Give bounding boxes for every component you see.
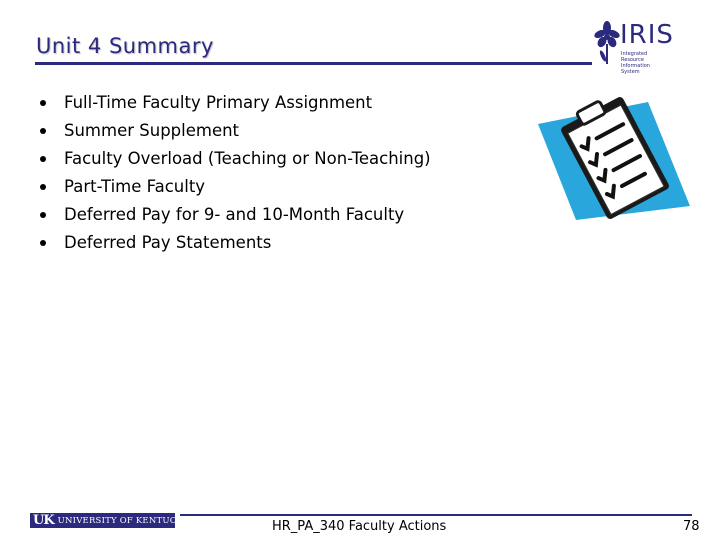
university-name: UNIVERSITY OF KENTUCKY: [57, 515, 189, 526]
list-item: [40, 145, 431, 173]
bullet-dot-icon: [40, 156, 46, 162]
list-item: [40, 117, 431, 145]
iris-logo-subtitle: Integrated Resource Information System: [621, 51, 650, 75]
list-item: [40, 229, 431, 257]
list-item-text: Full-Time Faculty Primary Assignment: [64, 93, 373, 112]
footer-rule: [180, 514, 692, 516]
slide-title: Unit 4 Summary: [36, 34, 214, 58]
bullet-dot-icon: [40, 184, 46, 190]
bullet-dot-icon: [40, 240, 46, 246]
university-logo: [30, 513, 189, 528]
list-item-text: Faculty Overload (Teaching or Non-Teaching): [64, 149, 431, 168]
list-item-text: Part-Time Faculty: [64, 177, 206, 196]
iris-logo: [592, 18, 674, 75]
title-underline: [35, 62, 592, 65]
list-item-text: Deferred Pay Statements: [64, 233, 272, 252]
list-item-text: Deferred Pay for 9- and 10-Month Faculty: [64, 205, 405, 224]
list-item: [40, 89, 431, 117]
list-item-text: Summer Supplement: [64, 121, 240, 140]
bullet-list: [40, 89, 431, 257]
bullet-dot-icon: [40, 212, 46, 218]
footer-course-title: HR_PA_340 Faculty Actions: [272, 519, 447, 534]
bullet-dot-icon: [40, 128, 46, 134]
university-mark: UK: [33, 513, 54, 528]
iris-flower-icon: [592, 18, 622, 68]
bullet-dot-icon: [40, 100, 46, 106]
page-number: 78: [683, 519, 700, 534]
clipboard-checklist-icon: [530, 96, 692, 222]
list-item: [40, 201, 431, 229]
list-item: [40, 173, 431, 201]
iris-logo-word: IRIS: [620, 20, 674, 50]
